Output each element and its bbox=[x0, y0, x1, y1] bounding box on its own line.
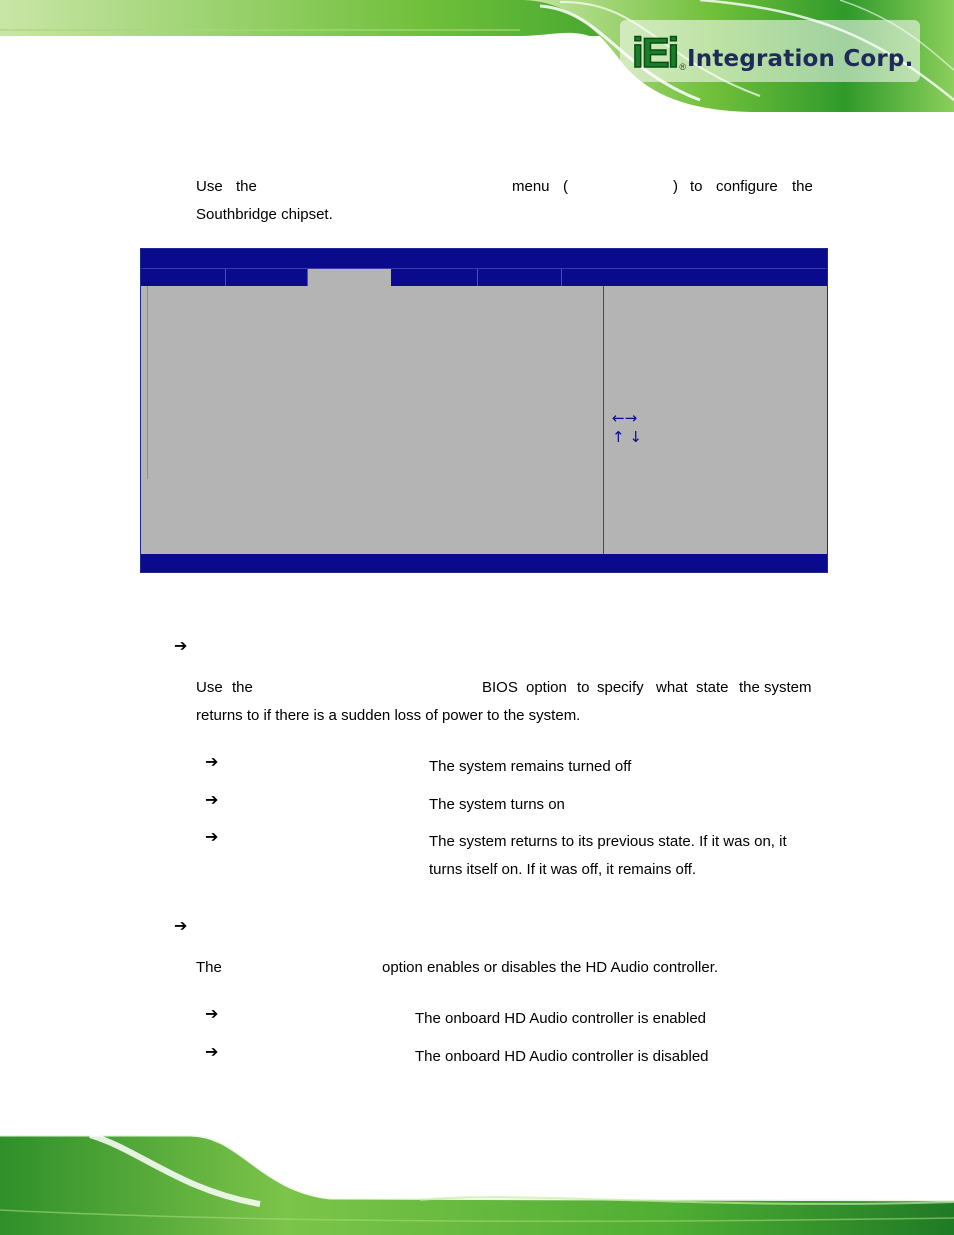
option-description: The onboard HD Audio controller is enabled bbox=[415, 1010, 707, 1027]
section1-word: to bbox=[577, 679, 590, 696]
section1-word: BIOS bbox=[482, 679, 518, 696]
bios-pane-rule bbox=[147, 286, 148, 479]
bios-help-pane bbox=[604, 286, 827, 554]
footer-banner bbox=[0, 1130, 954, 1235]
section1-line-2: returns to if there is a sudden loss of power to the system. bbox=[196, 707, 581, 724]
bios-tab-active bbox=[308, 269, 391, 287]
bios-tab bbox=[226, 269, 308, 287]
section1-word: state bbox=[696, 679, 729, 696]
section1-word: what bbox=[656, 679, 688, 696]
bios-screenshot bbox=[140, 248, 828, 573]
section-arrow-icon: ➔ bbox=[174, 916, 188, 935]
option-description: The system returns to its previous state. If it was on, it turns itself on. If it was off, it remains off. bbox=[429, 833, 787, 878]
up-down-arrows-icon: ↑ ↓ bbox=[612, 428, 642, 446]
bios-title-bar bbox=[141, 249, 827, 268]
registered-mark: ® bbox=[679, 62, 686, 72]
company-logo bbox=[632, 28, 914, 74]
bios-status-bar bbox=[141, 554, 827, 572]
section1-word: the bbox=[232, 679, 253, 696]
bios-tab bbox=[391, 269, 478, 287]
logo-mark: iEi bbox=[632, 29, 678, 76]
section2-word: The bbox=[196, 959, 222, 976]
intro-word: ( bbox=[563, 178, 568, 195]
option-arrow-icon: ➔ bbox=[205, 1004, 219, 1023]
bios-settings-pane bbox=[141, 286, 603, 554]
bios-nav-keys bbox=[612, 409, 642, 447]
option-arrow-icon: ➔ bbox=[205, 827, 219, 846]
intro-word: the bbox=[792, 178, 813, 195]
section1-word: specify bbox=[597, 679, 644, 696]
intro-line-2: Southbridge chipset. bbox=[196, 206, 333, 223]
section1-word: the bbox=[739, 679, 760, 696]
section1-word: option bbox=[526, 679, 567, 696]
option-arrow-icon: ➔ bbox=[205, 1042, 219, 1061]
intro-word: ) bbox=[673, 178, 678, 195]
intro-word: Use bbox=[196, 178, 223, 195]
section1-word: Use bbox=[196, 679, 223, 696]
option-description: The system remains turned off bbox=[429, 758, 632, 775]
bios-tab-bar bbox=[141, 268, 827, 287]
option-description: The system turns on bbox=[429, 796, 565, 813]
bios-tab bbox=[478, 269, 562, 287]
header-banner bbox=[0, 0, 954, 112]
option-arrow-icon: ➔ bbox=[205, 790, 219, 809]
footer-banner-graphic bbox=[0, 1130, 954, 1235]
option-arrow-icon: ➔ bbox=[205, 752, 219, 771]
company-name: Integration Corp. bbox=[687, 46, 914, 72]
intro-word: the bbox=[236, 178, 257, 195]
bios-tab bbox=[141, 269, 226, 287]
section2-word: option enables or disables the HD Audio controller. bbox=[382, 959, 719, 976]
intro-word: menu bbox=[512, 178, 550, 195]
left-right-arrows-icon: ←→ bbox=[612, 409, 638, 427]
section1-word: system bbox=[764, 679, 812, 696]
option-description: The onboard HD Audio controller is disabled bbox=[415, 1048, 709, 1065]
intro-word: configure bbox=[716, 178, 778, 195]
intro-word: to bbox=[690, 178, 703, 195]
section-arrow-icon: ➔ bbox=[174, 636, 188, 655]
